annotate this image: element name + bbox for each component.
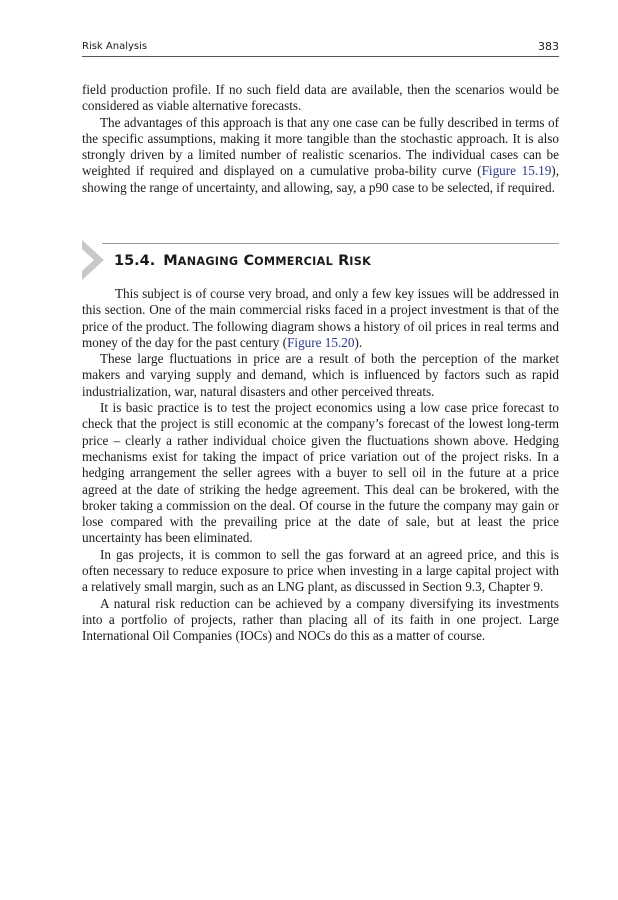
figure-reference-link[interactable]: Figure 15.20 xyxy=(287,334,355,350)
paragraph xyxy=(82,115,559,196)
paragraph-text: This subject is of course very broad, and only a few key issues will be addressed in this section. One of the main commercial risks faced in a project investment is that of the price of the product. The following diagram shows a history of oil prices in real terms and money of the day for the past century ( xyxy=(82,286,559,350)
running-head xyxy=(82,40,559,57)
running-head-title: Risk Analysis xyxy=(82,41,148,52)
paragraph-text: The advantages of this approach is that any one case can be fully described in terms of the specific assumptions, making it more tangible than the stochastic approach. It is also strongly driven by a limited number of realistic scenarios. The individual cases can be weighted if required and displayed on a cumulative proba-bility curve ( xyxy=(82,114,559,179)
paragraph: In gas projects, it is common to sell the gas forward at an agreed price, and this is often necessary to reduce exposure to price when investing in a large capital project with a relatively small margin, such as an LNG plant, as discussed in Section 9.3, Chapter 9. xyxy=(82,546,559,595)
section-number: 15.4. xyxy=(114,253,156,269)
paragraph xyxy=(82,286,559,351)
section-arrow-icon xyxy=(82,240,104,280)
paragraph-text: ). xyxy=(354,334,363,350)
paragraph-text: ), showing the range of uncertainty, and allowing, say, a p90 case to be selected, if required. xyxy=(82,163,559,195)
top-text-block xyxy=(82,82,559,196)
paragraph: It is basic practice is to test the project economics using a low case price forecast to check that the project is still economic at the company’s forecast of the lowest long-term price – clearly a rather individual choice given the fluctuations shown above. Hedging mechanisms exist for taking the impact of price variation out of the project risks. In a hedging arrangement the seller agrees with a buyer to sell oil in the future at a price agreed at the date of striking the hedge agreement. This deal can be brokered, with the broker taking a commission on the deal. Of course in the future the company may gain or lose compared with the prevailing price at the date of sale, but at least the price uncertainty has been eliminated. xyxy=(82,400,559,546)
page-number: 383 xyxy=(538,40,559,53)
paragraph: field production profile. If no such field data are available, then the scenarios would be considered as viable alternative forecasts. xyxy=(82,82,559,114)
section-title: 15.4. MANAGING COMMERCIAL RISK xyxy=(114,253,372,269)
figure-reference-link[interactable]: Figure 15.19 xyxy=(481,163,552,179)
paragraph: A natural risk reduction can be achieved by a company diversifying its investments into a portfolio of projects, rather than placing all of its faith in one project. Large International Oil Companies (IOCs) and NOCs do this as a matter of course. xyxy=(82,595,559,644)
main-text-block xyxy=(82,286,559,645)
paragraph: These large fluctuations in price are a result of both the perception of the market makers and varying supply and demand, which is influenced by factors such as rapid industrialization, war, natural disasters and other perceived threats. xyxy=(82,351,559,399)
section-rule xyxy=(102,243,559,244)
section-heading xyxy=(82,238,559,280)
